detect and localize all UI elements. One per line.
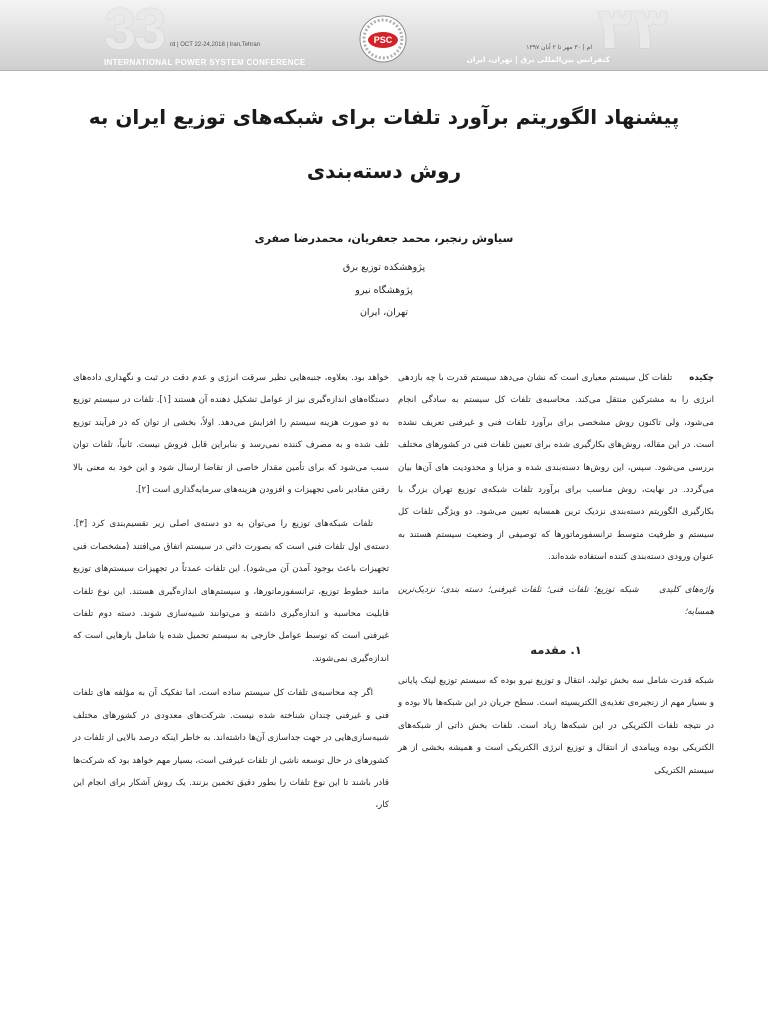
body-paragraph-2: تلفات شبکه‌های توزیع را می‌توان به دو دسته‌ی اصلی زیر تقسیم‌بندی کرد [۳]. دسته‌ی اول تلفات فنی است که بصورت ذاتی در سیستم اتفاق می‌افتند (مشخصات فنی تجهیزات باعث بوجود آمدن آن می‌شود). این تلفات عمدتاً در تجهیزات سیستم‌های توزیع مانند خطوط توزیع، ترانسفورماتورها، و سیستم‌های اندازه‌گیری هستند. این نوع تلفات قابلیت محاسبه و اندازه‌گیری داشته و می‌توانند شبیه‌سازی شوند. دسته دوم تلفات غیرفنی است که توسط عوامل خارجی به سیستم تحمیل شده یا شامل بارهایی است که اندازه‌گیری نمی‌شوند. [73, 519, 389, 664]
keywords-text: شبکه توزیع؛ تلفات فنی؛ تلفات غیرفنی؛ دسته بندی؛ نزدیک‌ترین همسایه؛ [398, 584, 714, 618]
body-paragraph-3: اگر چه محاسبه‌ی تلفات کل سیستم ساده است، اما تفکیک آن به مؤلفه های تلفات فنی و غیرفنی چندان شناخته شده نیست. شرکت‌های معدودی در کشورهای مختلف شبیه‌سازی‌هایی در جهت جداسازی آن‌ها داشته‌اند. به خاطر اینکه درصد بالایی از تلفات در کشورهای در حال توسعه ناشی از تلفات غیرفنی است، بسیار مهم خواهد بود که شرکت‌ها قادر باشند تا این نوع تلفات را بطور دقیق تخمین بزنند. یک روش آشکار برای انجام این کار، [73, 688, 389, 811]
abstract-paragraph [398, 367, 714, 569]
affiliation-3: تهران، ایران [359, 307, 409, 318]
abstract-label: چکیده [689, 373, 714, 383]
affiliation-2: پژوهشگاه نیرو [355, 285, 413, 296]
introduction-paragraph: شبکه قدرت شامل سه بخش تولید، انتقال و توزیع نیرو بوده که سیستم توزیع لینک پایانی و بسیار مهم از زنجیره‌ی تغذیه‌ی الکتریسیته است. سطح جریان در این شبکه‌ها بالا بوده و در نتیجه تلفات الکتریکی در این شبکه‌ها زیاد است. تلفات بخش ذاتی از شبکه‌های الکتریکی بوده وپیامدی از انتقال و توزیع انرژی الکتریکی است و همیشه بخشی از هر سیستم الکتریکی [398, 675, 714, 776]
right-column [398, 367, 714, 782]
section-heading-introduction: ۱. مقدمه [530, 643, 582, 658]
abstract-text: تلفات کل سیستم معیاری است که نشان می‌دهد سیستم قدرت با چه بازدهی انرژی را به مشترکین منتقل می‌کند. محاسبه‌ی تلفات کل سیستم به سادگی انجام می‌شود، ولی تاکنون روش مشخصی برای برآورد تلفات فنی و غیرفنی تعریف نشده است. در این مقاله، روش‌های بکارگیری شده برای تعیین تلفات فنی در کشورهای مختلف بررسی می‌شود. سپس، این روش‌ها دسته‌بندی شده و مزایا و محدودیت های آن‌ها بیان می‌گردد. در نهایت، روش مناسب برای برآورد تلفات شبکه‌ی توزیع تهران بزرگ با بکارگیری الگوریتم دسته‌بندی نزدیک ترین همسایه تعیین می‌شود. دو ویژگی تلفات کل سیستم و ظرفیت متوسط ترانسفورماتورها که توصیفی از وضعیت سیستم هستند به عنوان ورودی دسته‌بندی کننده استفاده شده‌اند. [398, 373, 714, 563]
conference-name-fa: کنفرانس بین‌المللی برق | تهران، ایران [466, 55, 610, 64]
conference-number-en: 33 [104, 0, 165, 62]
logo-text: PSC [373, 35, 393, 45]
paper-authors: سیاوش رنجبر، محمد جعفریان، محمدرضا صفری [254, 232, 514, 245]
conference-number-fa: ۳۳ [597, 0, 668, 62]
conference-date-en: rd | OCT 22-24,2018 | Iran,Tehran [170, 42, 261, 48]
conference-logo-icon [358, 14, 408, 64]
conference-header [0, 0, 768, 71]
conference-date-fa: ام | ۳۰ مهر تا ۲ آبان ۱۳۹۷ [526, 44, 592, 51]
keywords-label: واژه‌های کلیدی [659, 584, 714, 595]
left-column [73, 367, 389, 817]
conference-name-en: INTERNATIONAL POWER SYSTEM CONFERENCE [104, 58, 306, 67]
affiliation-1: پژوهشکده توزیع برق [342, 262, 426, 273]
keywords-paragraph [398, 579, 714, 624]
body-paragraph-1: خواهد بود. بعلاوه، جنبه‌هایی نظیر سرقت انرژی و عدم دقت در ثبت و نگهداری داده‌های دستگاه‌های اندازه‌گیری نیز از عوامل تشکیل دهنده آن هستند [۱]. تلفات در سیستم توزیع به دو صورت هزینه سیستم را افزایش می‌دهد. اولاً، بخشی از توان که در فرآیند توزیع تلف شده و به مصرف کننده نمی‌رسد و بنابراین قابل فروش نیست. ثانیاً، تلفات توان سبب می‌شود که برای تأمین مقدار خاصی از تقاضا ارسال شود و این خود به معنی بالا رفتن مقادیر نامی تجهیزات و افزودن هزینه‌های سرمایه‌گذاری است [۲]. [73, 373, 389, 496]
paper-title: پیشنهاد الگوریتم برآورد تلفات برای شبکه‌های توزیع ایران به روش دسته‌بندی [88, 105, 680, 183]
